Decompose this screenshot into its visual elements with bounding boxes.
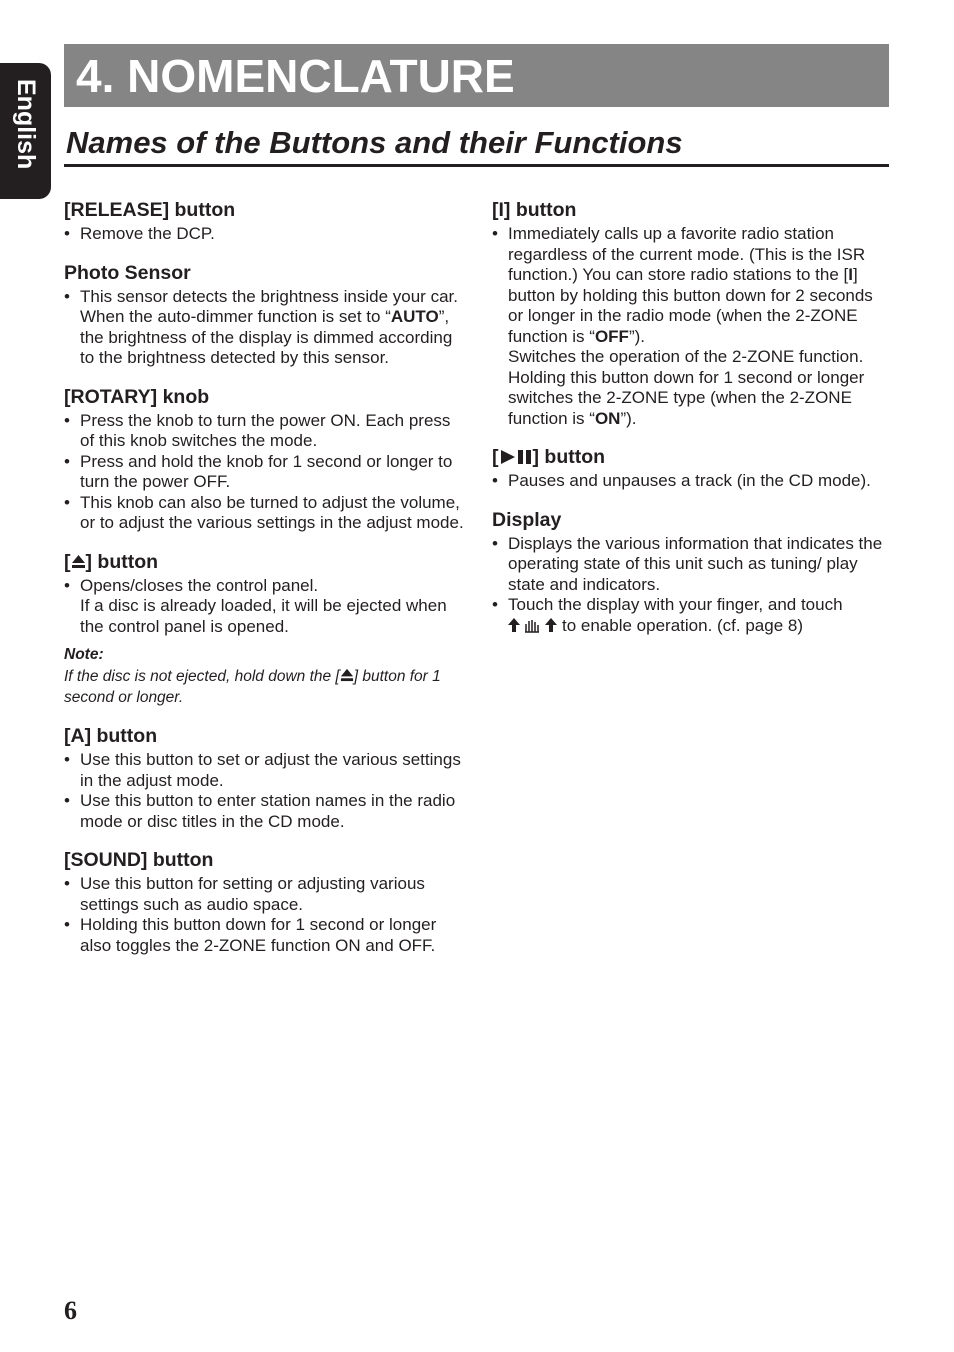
- a-button-heading: [A] button: [64, 725, 158, 747]
- photo-sensor-heading: Photo Sensor: [64, 261, 191, 284]
- section-title: Names of the Buttons and their Functions: [66, 125, 683, 160]
- a-button-section: [64, 722, 464, 832]
- chapter-header: [64, 44, 889, 107]
- list-item: • Immediately calls up a favorite radio station regardless of the current mode. (This is the ISR function.) You can store radio stations to the [I] button by holding this button down for 2 seconds or longer in the radio mode (when the 2-ZONE function is “OFF”). Switches the operation of the 2-ZONE function. Holding this button down for 1 second or longer switches the 2-ZONE type (when the 2-ZONE function is “ON”).: [492, 224, 892, 429]
- play-pause-button-section: [492, 443, 892, 492]
- language-tab: [0, 63, 51, 199]
- list-item: • Pauses and unpauses a track (in the CD mode).: [492, 471, 892, 492]
- list-item: • This sensor detects the brightness inside your car. When the auto-dimmer function is set to “AUTO”, the brightness of the display is dimmed according to the brightness detected by this sensor.: [64, 287, 464, 369]
- language-tab-label: English: [12, 79, 40, 170]
- sound-button-section: [64, 846, 464, 956]
- photo-sensor-list: [64, 287, 464, 369]
- i-button-list: [492, 224, 892, 429]
- play-pause-icon: [499, 449, 533, 465]
- list-item: • This knob can also be turned to adjust the volume, or to adjust the various settings in the adjust mode.: [64, 493, 464, 534]
- list-item: • Opens/closes the control panel. If a disc is already loaded, it will be ejected when the control panel is opened.: [64, 576, 464, 638]
- a-button-list: [64, 750, 464, 832]
- rotary-knob-list: [64, 411, 464, 534]
- chapter-title: 4. NOMENCLATURE: [76, 50, 515, 102]
- sound-button-list: [64, 874, 464, 956]
- release-button-section: [64, 196, 464, 245]
- eject-button-list: [64, 576, 464, 638]
- i-button-section: [492, 196, 892, 429]
- display-heading: Display: [492, 508, 562, 531]
- section-heading: [64, 124, 889, 167]
- page-number: 6: [64, 1296, 77, 1325]
- list-item: • Use this button for setting or adjusting various settings such as audio space.: [64, 874, 464, 915]
- i-button-heading: [I] button: [492, 199, 577, 221]
- sound-button-heading: [SOUND] button: [64, 849, 214, 871]
- right-column: [492, 196, 892, 636]
- play-pause-button-heading: [ ] button: [492, 446, 606, 468]
- list-item: • Press the knob to turn the power ON. Each press of this knob switches the mode.: [64, 411, 464, 452]
- release-button-list: [64, 224, 464, 245]
- rotary-knob-section: [64, 383, 464, 534]
- list-item: • Holding this button down for 1 second or longer also toggles the 2-ZONE function ON and OFF.: [64, 915, 464, 956]
- display-list: [492, 534, 892, 637]
- list-item: • Use this button to set or adjust the various settings in the adjust mode.: [64, 750, 464, 791]
- list-item: • Touch the display with your finger, and touch to enable operation. (cf. page 8): [492, 595, 892, 636]
- display-section: [492, 506, 892, 637]
- eject-button-heading: [ ] button: [64, 550, 159, 573]
- note-text: If the disc is not ejected, hold down the [ ] button for 1 second or longer.: [64, 668, 441, 706]
- rotary-knob-heading: [ROTARY] knob: [64, 385, 210, 408]
- list-item: • Use this button to enter station names in the radio mode or disc titles in the CD mode.: [64, 791, 464, 832]
- eject-icon: [71, 554, 86, 569]
- eject-button-section: [64, 548, 464, 709]
- touch-gesture-icon: [508, 617, 558, 633]
- photo-sensor-section: [64, 259, 464, 369]
- release-button-heading: [RELEASE] button: [64, 199, 236, 221]
- note-label: Note:: [64, 646, 104, 663]
- left-column: [64, 196, 464, 956]
- play-pause-button-list: [492, 471, 892, 492]
- list-item: • Remove the DCP.: [64, 224, 464, 245]
- list-item: • Displays the various information that indicates the operating state of this unit such as tuning/ play state and indicators.: [492, 534, 892, 596]
- list-item: • Press and hold the knob for 1 second or longer to turn the power OFF.: [64, 452, 464, 493]
- eject-icon: [340, 668, 354, 682]
